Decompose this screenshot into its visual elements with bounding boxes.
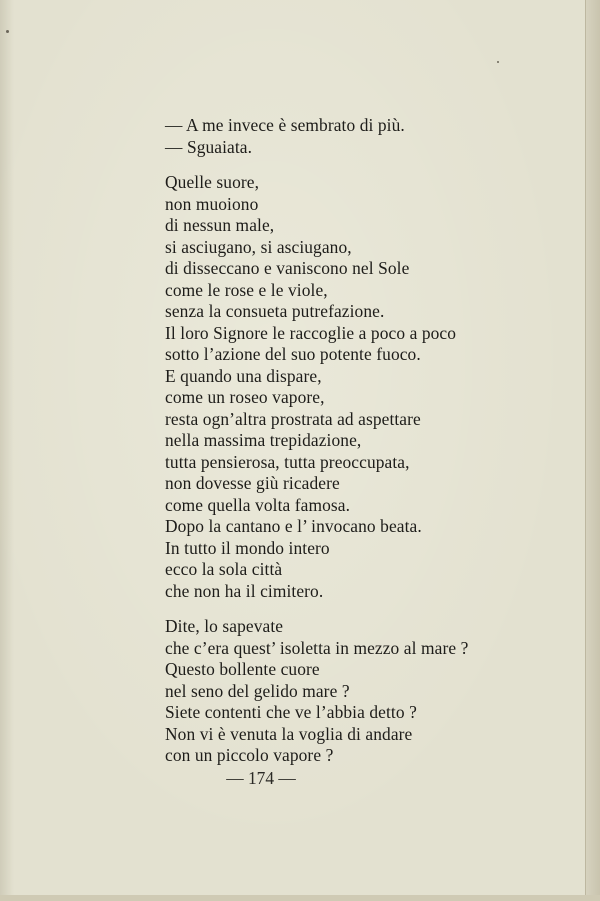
text-line: con un piccolo vapore ? <box>165 745 334 765</box>
text-line: Quelle suore, <box>165 172 260 192</box>
text-line: senza la consueta putrefazione. <box>165 301 385 321</box>
text-line: non dovesse giù ricadere <box>165 473 340 493</box>
page-edge-right <box>585 0 600 901</box>
text-line: tutta pensierosa, tutta preoccupata, <box>165 451 410 472</box>
paper-speck <box>497 61 499 63</box>
text-line: E quando una dispare, <box>165 365 322 386</box>
text-line: — Sguaiata. <box>165 136 253 157</box>
text-line: ecco la sola città <box>165 559 283 579</box>
text-line: si asciugano, si asciugano, <box>165 236 352 257</box>
stanza-isoletta <box>165 616 468 767</box>
text-line: Siete contenti che ve l’abbia detto ? <box>165 702 417 722</box>
text-line: di nessun male, <box>165 215 275 235</box>
text-line: Dopo la cantano e l’ invocano beata. <box>165 516 422 536</box>
text-line: nella massima trepidazione, <box>165 430 362 450</box>
text-line: come le rose e le viole, <box>165 279 328 300</box>
text-line: Non vi è venuta la voglia di andare <box>165 723 413 744</box>
stanza-gap <box>165 602 468 616</box>
text-line: non muoiono <box>165 193 259 214</box>
stanza-suore <box>165 172 468 602</box>
text-line: di disseccano e vaniscono nel Sole <box>165 258 410 278</box>
paper-speck <box>6 30 9 33</box>
text-line: sotto l’azione del suo potente fuoco. <box>165 344 421 364</box>
text-line: nel seno del gelido mare ? <box>165 680 350 701</box>
text-line: — A me invece è sembrato di più. <box>165 115 405 135</box>
text-line: che c’era quest’ isoletta in mezzo al mare ? <box>165 637 469 658</box>
page-number: — 174 — <box>226 768 296 788</box>
page-edge-bottom <box>0 895 600 901</box>
poem-text <box>165 115 468 767</box>
stanza-dialogue <box>165 115 468 158</box>
text-line: Dite, lo sapevate <box>165 616 284 636</box>
text-line: che non ha il cimitero. <box>165 580 324 601</box>
text-line: Questo bollente cuore <box>165 659 320 679</box>
text-line: In tutto il mondo intero <box>165 537 330 558</box>
text-line: Il loro Signore le raccoglie a poco a poco <box>165 322 457 343</box>
text-line: come un roseo vapore, <box>165 387 325 407</box>
stanza-gap <box>165 158 468 172</box>
text-line: resta ogn’altra prostrata ad aspettare <box>165 408 421 429</box>
text-line: come quella volta famosa. <box>165 494 351 515</box>
